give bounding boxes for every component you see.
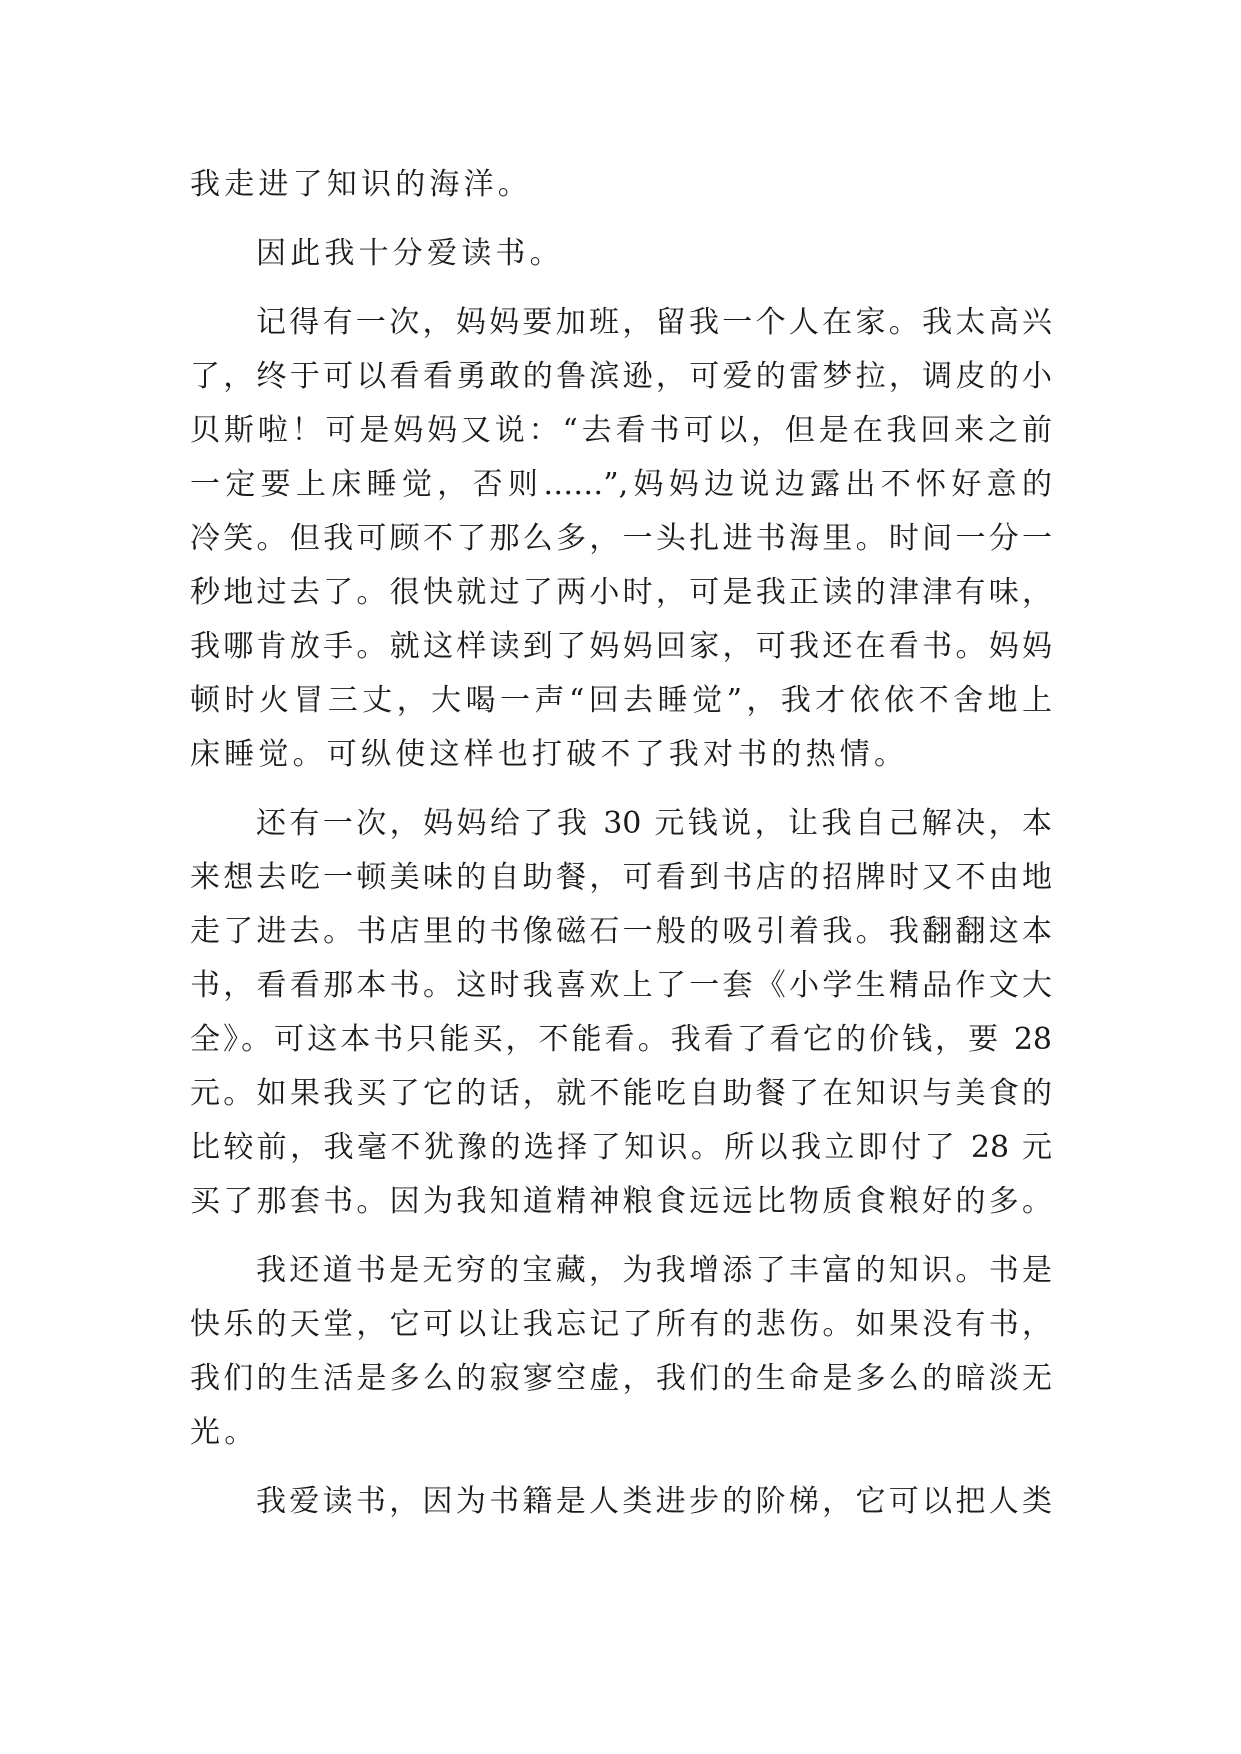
text-line: 我们的生活是多么的寂寥空虚，我们的生命是多么的暗淡无 bbox=[190, 1361, 1052, 1396]
text-line: 顿时火冒三丈，大喝一声“回去睡觉”，我才依依不舍地上 bbox=[190, 683, 1052, 718]
text-line: 我还道书是无穷的宝藏，为我增添了丰富的知识。书是 bbox=[256, 1253, 1052, 1288]
text-line: 贝斯啦！可是妈妈又说：“去看书可以，但是在我回来之前 bbox=[190, 413, 1052, 448]
text-line: 来想去吃一顿美味的自助餐，可看到书店的招牌时又不由地 bbox=[190, 860, 1052, 895]
text-line: 我爱读书，因为书籍是人类进步的阶梯，它可以把人类 bbox=[256, 1484, 1052, 1519]
paragraph bbox=[190, 227, 1052, 281]
paragraph bbox=[190, 1475, 1052, 1529]
document-body bbox=[190, 158, 1052, 1529]
text-line: 我走进了知识的海洋。 bbox=[190, 167, 532, 202]
paragraph bbox=[190, 158, 1052, 212]
text-line: 一定要上床睡觉，否则……”,妈妈边说边露出不怀好意的 bbox=[190, 467, 1052, 502]
paragraph-gap bbox=[190, 782, 1052, 797]
paragraph-gap bbox=[190, 1460, 1052, 1475]
text-line: 快乐的天堂，它可以让我忘记了所有的悲伤。如果没有书， bbox=[190, 1307, 1052, 1342]
paragraph bbox=[190, 797, 1052, 1229]
text-line: 元。如果我买了它的话，就不能吃自助餐了在知识与美食的 bbox=[190, 1076, 1052, 1111]
text-line: 我哪肯放手。就这样读到了妈妈回家，可我还在看书。妈妈 bbox=[190, 629, 1052, 664]
text-line: 走了进去。书店里的书像磁石一般的吸引着我。我翻翻这本 bbox=[190, 914, 1052, 949]
text-line: 冷笑。但我可顾不了那么多，一头扎进书海里。时间一分一 bbox=[190, 521, 1052, 556]
text-line: 了，终于可以看看勇敢的鲁滨逊，可爱的雷梦拉，调皮的小 bbox=[190, 359, 1052, 394]
text-line: 还有一次，妈妈给了我 30 元钱说，让我自己解决，本 bbox=[256, 806, 1052, 841]
paragraph-gap bbox=[190, 281, 1052, 296]
paragraph bbox=[190, 1244, 1052, 1460]
paragraph bbox=[190, 296, 1052, 782]
text-line: 床睡觉。可纵使这样也打破不了我对书的热情。 bbox=[190, 737, 909, 772]
text-line: 书，看看那本书。这时我喜欢上了一套《小学生精品作文大 bbox=[190, 968, 1052, 1003]
paragraph-gap bbox=[190, 212, 1052, 227]
text-line: 光。 bbox=[190, 1415, 259, 1450]
text-line: 记得有一次，妈妈要加班，留我一个人在家。我太高兴 bbox=[256, 305, 1052, 340]
text-line: 买了那套书。因为我知道精神粮食远远比物质食粮好的多。 bbox=[190, 1184, 1052, 1219]
text-line: 全》。可这本书只能买，不能看。我看了看它的价钱，要 28 bbox=[190, 1022, 1052, 1057]
paragraph-gap bbox=[190, 1229, 1052, 1244]
text-line: 因此我十分爱读书。 bbox=[256, 236, 564, 271]
text-line: 秒地过去了。很快就过了两小时，可是我正读的津津有味， bbox=[190, 575, 1052, 610]
text-line: 比较前，我毫不犹豫的选择了知识。所以我立即付了 28 元 bbox=[190, 1130, 1052, 1165]
